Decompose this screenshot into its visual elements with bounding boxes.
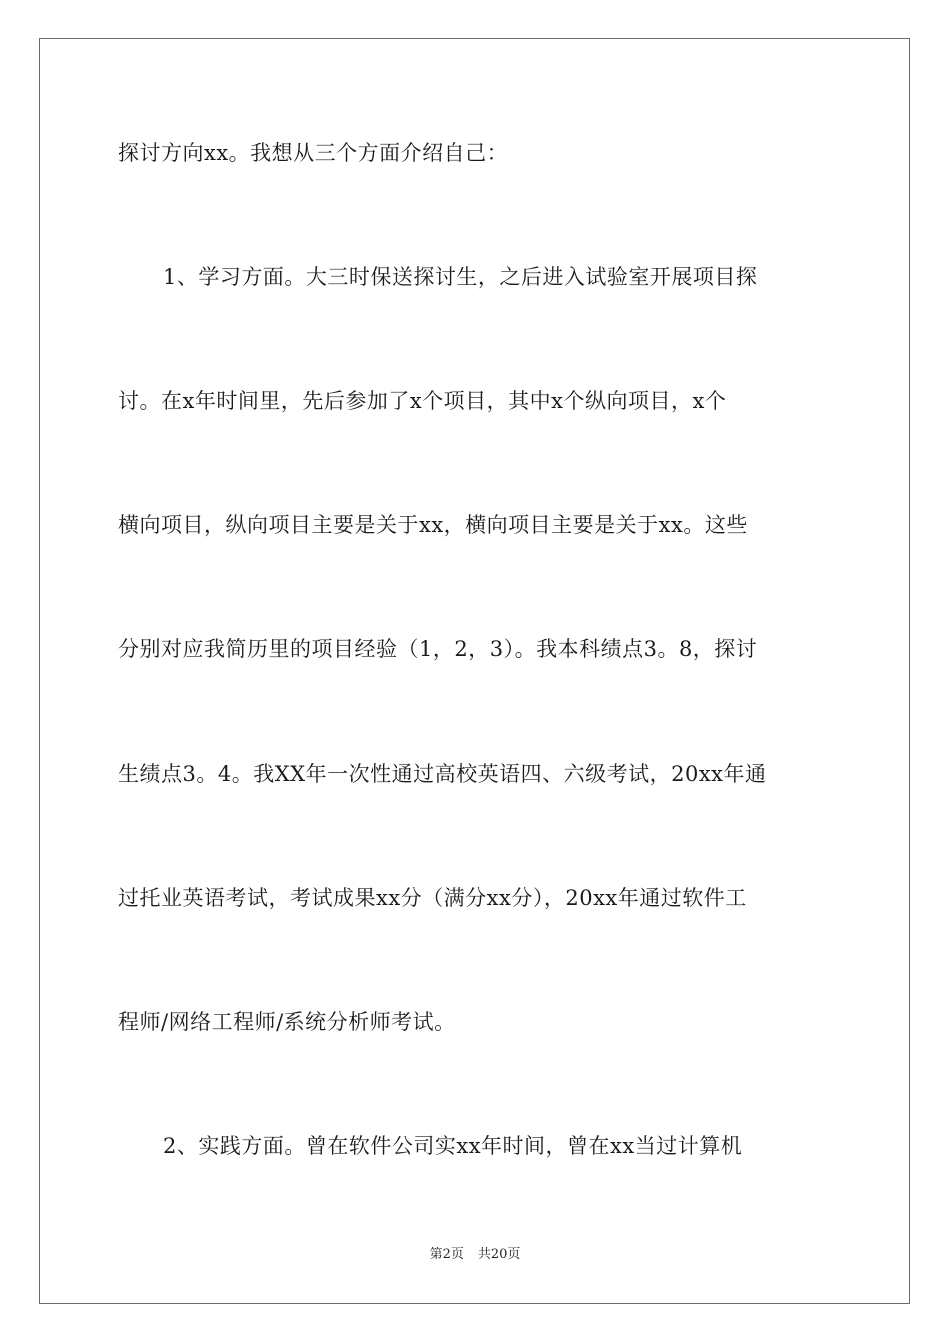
page-total: 共20页 — [477, 1247, 521, 1262]
text-line-7: 过托业英语考试，考试成果xx分（满分xx分），20xx年通过软件工 — [118, 886, 747, 910]
text-line-2: 1、学习方面。大三时保送探讨生，之后进入试验室开展项目探 — [163, 265, 758, 289]
text-line-1: 探讨方向xx。我想从三个方面介绍自己： — [118, 141, 509, 165]
text-line-8: 程师/网络工程师/系统分析师考试。 — [118, 1010, 456, 1034]
text-line-9: 2、实践方面。曾在软件公司实xx年时间，曾在xx当过计算机 — [163, 1134, 743, 1158]
text-line-6: 生绩点3。4。我XX年一次性通过高校英语四、六级考试，20xx年通 — [118, 762, 767, 786]
page-number: 第2页 — [429, 1247, 464, 1262]
page-footer — [0, 1246, 950, 1264]
text-line-4: 横向项目，纵向项目主要是关于xx，横向项目主要是关于xx。这些 — [118, 513, 748, 537]
text-line-5: 分别对应我简历里的项目经验（1，2，3）。我本科绩点3。8，探讨 — [118, 637, 758, 661]
page-border — [39, 38, 910, 1304]
text-line-3: 讨。在x年时间里，先后参加了x个项目，其中x个纵向项目，x个 — [118, 389, 727, 413]
